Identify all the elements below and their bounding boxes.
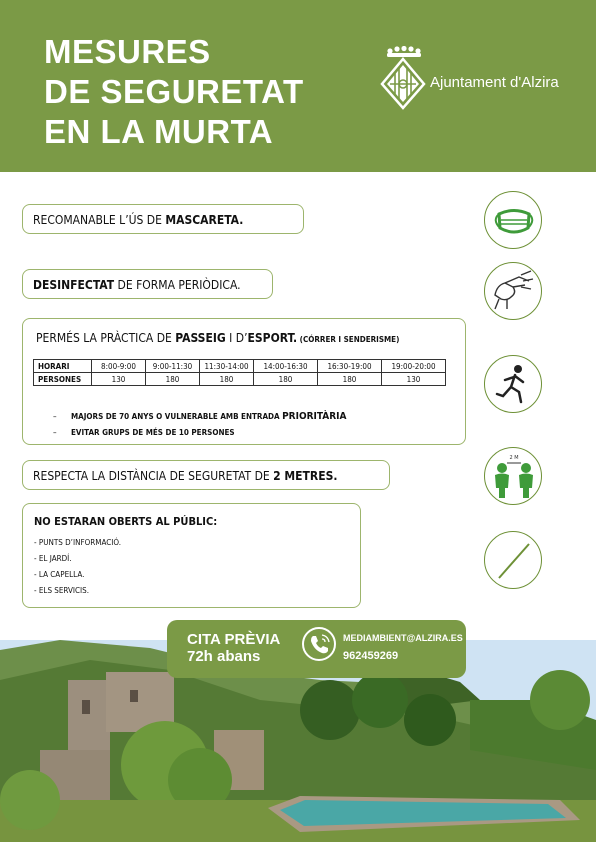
practice-rule	[22, 318, 466, 445]
slot-cell: 11:30-14:00	[200, 360, 254, 373]
table-row	[34, 360, 446, 373]
practice-text-4: ESPORT.	[247, 331, 298, 345]
title-line-1: MESURES	[44, 33, 211, 70]
persons-cell: 180	[200, 373, 254, 386]
title-line-2: DE SEGURETAT	[44, 73, 304, 110]
practice-text-5: (CÓRRER I SENDERISME)	[297, 335, 400, 344]
practice-text-3: I D’	[225, 331, 248, 345]
practice-text-1: PERMÉS LA PRÀCTICA DE	[36, 331, 176, 345]
mask-rule-emphasis: MASCARETA.	[165, 213, 244, 227]
row-label-hours: HORARI	[34, 360, 92, 373]
practice-heading	[36, 331, 399, 345]
slot-cell: 14:00-16:30	[254, 360, 318, 373]
practice-notes	[53, 409, 346, 441]
appointment-banner	[167, 620, 466, 678]
slot-cell: 16:30-19:00	[318, 360, 382, 373]
distance-rule-emphasis: 2 METRES.	[273, 469, 338, 483]
closed-areas	[22, 503, 361, 608]
appointment-title	[187, 631, 280, 665]
header-banner	[0, 0, 596, 172]
table-row	[34, 373, 446, 386]
note-emphasis: PRIORITÀRIA	[282, 411, 347, 422]
social-distance-icon	[484, 447, 542, 505]
list-item: - LA CAPELLA.	[34, 570, 85, 579]
mask-rule-text: RECOMANABLE L’ÚS DE	[33, 213, 166, 227]
slot-cell: 9:00-11:30	[146, 360, 200, 373]
contact-email[interactable]: MEDIAMBIENT@ALZIRA.ES	[343, 633, 463, 643]
persons-cell: 180	[318, 373, 382, 386]
mask-rule	[22, 204, 304, 234]
slot-cell: 19:00-20:00	[382, 360, 446, 373]
list-item: - EL JARDÍ.	[34, 554, 72, 563]
note-item: – EVITAR GRUPS DE MÉS DE 10 PERSONES	[53, 428, 235, 437]
note-text: EVITAR GRUPS DE MÉS DE 10 PERSONES	[71, 428, 235, 437]
slot-cell: 8:00-9:00	[92, 360, 146, 373]
disinfect-rule-text: DE FORMA PERIÒDICA.	[114, 278, 241, 292]
phone-icon	[302, 627, 336, 661]
disinfect-rule-emphasis: DESINFECTAT	[33, 278, 115, 292]
persons-cell: 130	[382, 373, 446, 386]
coat-of-arms-icon	[378, 46, 428, 112]
face-mask-icon	[484, 191, 542, 249]
list-item: - PUNTS D’INFORMACIÓ.	[34, 538, 122, 547]
prohibited-icon	[484, 531, 542, 589]
distance-rule-text: RESPECTA LA DISTÀNCIA DE SEGURETAT DE	[33, 469, 274, 483]
ajuntament-logo	[378, 46, 588, 112]
distance-label: 2 M	[509, 455, 519, 461]
practice-text-2: PASSEIG	[175, 331, 226, 345]
persons-cell: 180	[146, 373, 200, 386]
page-title	[44, 32, 304, 152]
note-item: – MAJORS DE 70 ANYS O VULNERABLE AMB ENTRADA PRIORITÀRIA	[53, 411, 347, 422]
list-item: - ELS SERVICIS.	[34, 586, 90, 595]
appointment-line-1: CITA PRÈVIA	[187, 631, 281, 648]
row-label-persons: PERSONES	[34, 373, 92, 386]
closed-list	[34, 535, 121, 599]
hand-sanitizer-icon	[484, 262, 542, 320]
logo-text: Ajuntament d'Alzira	[430, 74, 559, 91]
contact-phone[interactable]: 962459269	[343, 650, 399, 662]
persons-cell: 130	[92, 373, 146, 386]
appointment-line-2: 72h abans	[187, 648, 261, 665]
note-text: MAJORS DE 70 ANYS O VULNERABLE AMB ENTRADA	[71, 412, 283, 421]
disinfect-rule	[22, 269, 273, 299]
closed-heading: NO ESTARAN OBERTS AL PÚBLIC:	[34, 515, 218, 528]
schedule-table	[33, 359, 446, 386]
persons-cell: 180	[254, 373, 318, 386]
runner-icon	[484, 355, 542, 413]
title-line-3: EN LA MURTA	[44, 113, 274, 150]
distance-rule	[22, 460, 390, 490]
